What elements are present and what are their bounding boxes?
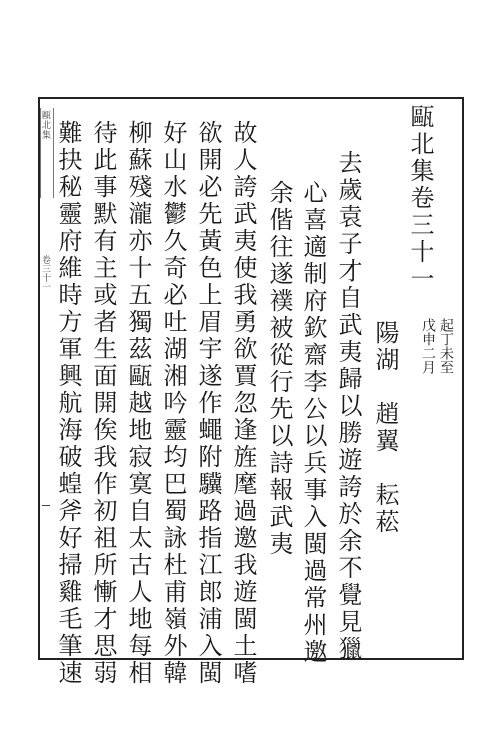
margin-volume: 卷三十一 (40, 255, 50, 291)
text-column-9: 待此事默有主或者生面開俟我作初祖所慚才思弱 (89, 120, 117, 687)
volume-subtitle-1: 起丁未至 (438, 318, 454, 374)
margin-title: 甌北集 (40, 110, 50, 140)
volume-title: 甌北集卷三十一 (406, 104, 434, 293)
text-column-8: 柳蘇殘瀧亦十五獨茲甌越地寂寞自太古人地每相 (124, 120, 152, 687)
frame-right-line (462, 97, 464, 660)
text-column-5: 故人誇武夷使我勇欲賈忽逢旌麾過邀我遊閩土嗜 (229, 120, 257, 687)
text-column-10: 難抉秘靈府維時方軍興航海破蝗斧好掃雞毛筆速 (54, 120, 82, 687)
author-line: 陽湖 趙翼 耘菘 (371, 320, 399, 536)
text-column-4: 余偕往遂襆被從行先以詩報武夷 (265, 180, 293, 558)
frame-top-line (38, 97, 462, 99)
text-column-6: 欲開必先黃色上眉宇遂作蠅附驥路指江郎浦入閩 (194, 120, 222, 687)
text-column-2: 去歲袁子才自武夷歸以勝遊誇於余不覺見獵 (334, 150, 362, 663)
text-column-7: 好山水鬱久奇必吐湖湘吟靈均巴蜀詠杜甫嶺外韓 (159, 120, 187, 687)
margin-mark (42, 505, 50, 510)
text-column-3: 心喜適制府欽齋李公以兵事入閩過常州邀 (299, 180, 327, 666)
volume-subtitle-2: 戊申二月 (420, 318, 436, 374)
